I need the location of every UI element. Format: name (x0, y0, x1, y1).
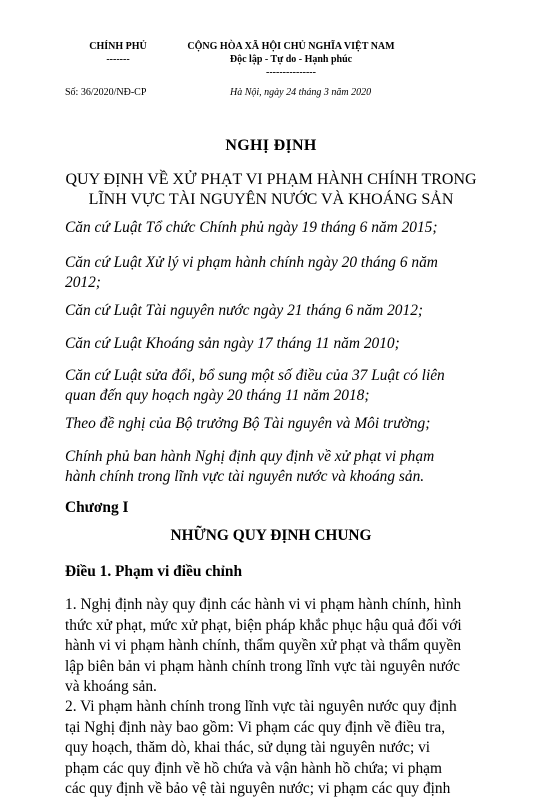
document-subject (40, 170, 502, 210)
basis-line: Căn cứ Luật sửa đổi, bổ sung một số điều của 37 Luật có liên (65, 367, 445, 384)
clause-line: hành vi vi phạm hành chính, thẩm quyền xử phạt và thẩm quyền (65, 637, 462, 654)
legal-basis (65, 366, 485, 406)
basis-line: Chính phủ ban hành Nghị định quy định về xử phạt vi phạm (65, 448, 435, 465)
nation-name: CỘNG HÒA XÃ HỘI CHỦ NGHĨA VIỆT NAM (187, 41, 395, 52)
article-clause (65, 697, 490, 800)
basis-line: quan đến quy hoạch ngày 20 tháng 11 năm 2018; (65, 387, 370, 404)
clause-line: lập biên bản vi phạm hành chính trong lĩnh vực tài nguyên nước (65, 657, 460, 675)
document-number: Số: 36/2020/NĐ-CP (65, 87, 147, 98)
chapter-title: NHỮNG QUY ĐỊNH CHUNG (170, 527, 372, 544)
subject-line: LĨNH VỰC TÀI NGUYÊN NƯỚC VÀ KHOÁNG SẢN (88, 191, 454, 208)
clause-line: và khoáng sản. (65, 678, 157, 695)
article-clause (65, 595, 490, 698)
clause-line: quy hoạch, thăm dò, khai thác, sử dụng tài nguyên nước; vi (65, 739, 431, 756)
issuing-agency-rule: ------- (106, 54, 130, 65)
national-motto: Độc lập - Tự do - Hạnh phúc (229, 54, 353, 65)
promulgation-statement (65, 447, 485, 487)
issuing-agency: CHÍNH PHỦ (89, 41, 147, 52)
article-title: Điều 1. Phạm vi điều chỉnh (65, 563, 243, 580)
basis-line: Căn cứ Luật Khoáng sản ngày 17 tháng 11 năm 2010; (65, 335, 400, 352)
legal-basis (65, 301, 485, 321)
subject-line: QUY ĐỊNH VỀ XỬ PHẠT VI PHẠM HÀNH CHÍNH TRONG (65, 171, 477, 188)
national-motto-rule: --------------- (266, 67, 316, 78)
clause-line: 2. Vi phạm hành chính trong lĩnh vực tài nguyên nước quy định (65, 698, 457, 715)
basis-line: Căn cứ Luật Tài nguyên nước ngày 21 tháng 6 năm 2012; (65, 302, 424, 319)
clause-line: thức xử phạt, mức xử phạt, biện pháp khắc phục hậu quả đối với (65, 616, 462, 634)
legal-basis (65, 334, 485, 354)
basis-line: 2012; (65, 274, 101, 291)
place-and-date: Hà Nội, ngày 24 tháng 3 năm 2020 (230, 87, 372, 98)
basis-line: Căn cứ Luật Tổ chức Chính phủ ngày 19 tháng 6 năm 2015; (65, 219, 438, 236)
document-type: NGHỊ ĐỊNH (225, 137, 317, 154)
basis-line: Căn cứ Luật Xử lý vi phạm hành chính ngày 20 tháng 6 năm (65, 254, 438, 271)
basis-line: Theo đề nghị của Bộ trưởng Bộ Tài nguyên và Môi trường; (65, 415, 431, 432)
national-motto-block (178, 40, 404, 79)
legal-basis (65, 253, 485, 293)
clause-line: 1. Nghị định này quy định các hành vi vi phạm hành chính, hình (65, 596, 462, 613)
legal-basis (65, 414, 485, 434)
chapter-label: Chương I (65, 499, 129, 516)
clause-line: phạm các quy định về hồ chứa và vận hành hồ chứa; vi phạm (65, 759, 442, 777)
clause-line: các quy định về bảo vệ tài nguyên nước; vi phạm các quy định (65, 780, 451, 797)
clause-line: tại Nghị định này bao gồm: Vi phạm các quy định về điều tra, (65, 718, 446, 736)
basis-line: hành chính trong lĩnh vực tài nguyên nước và khoáng sản. (65, 468, 425, 485)
legal-basis (65, 218, 485, 238)
issuing-agency-block (76, 40, 160, 66)
